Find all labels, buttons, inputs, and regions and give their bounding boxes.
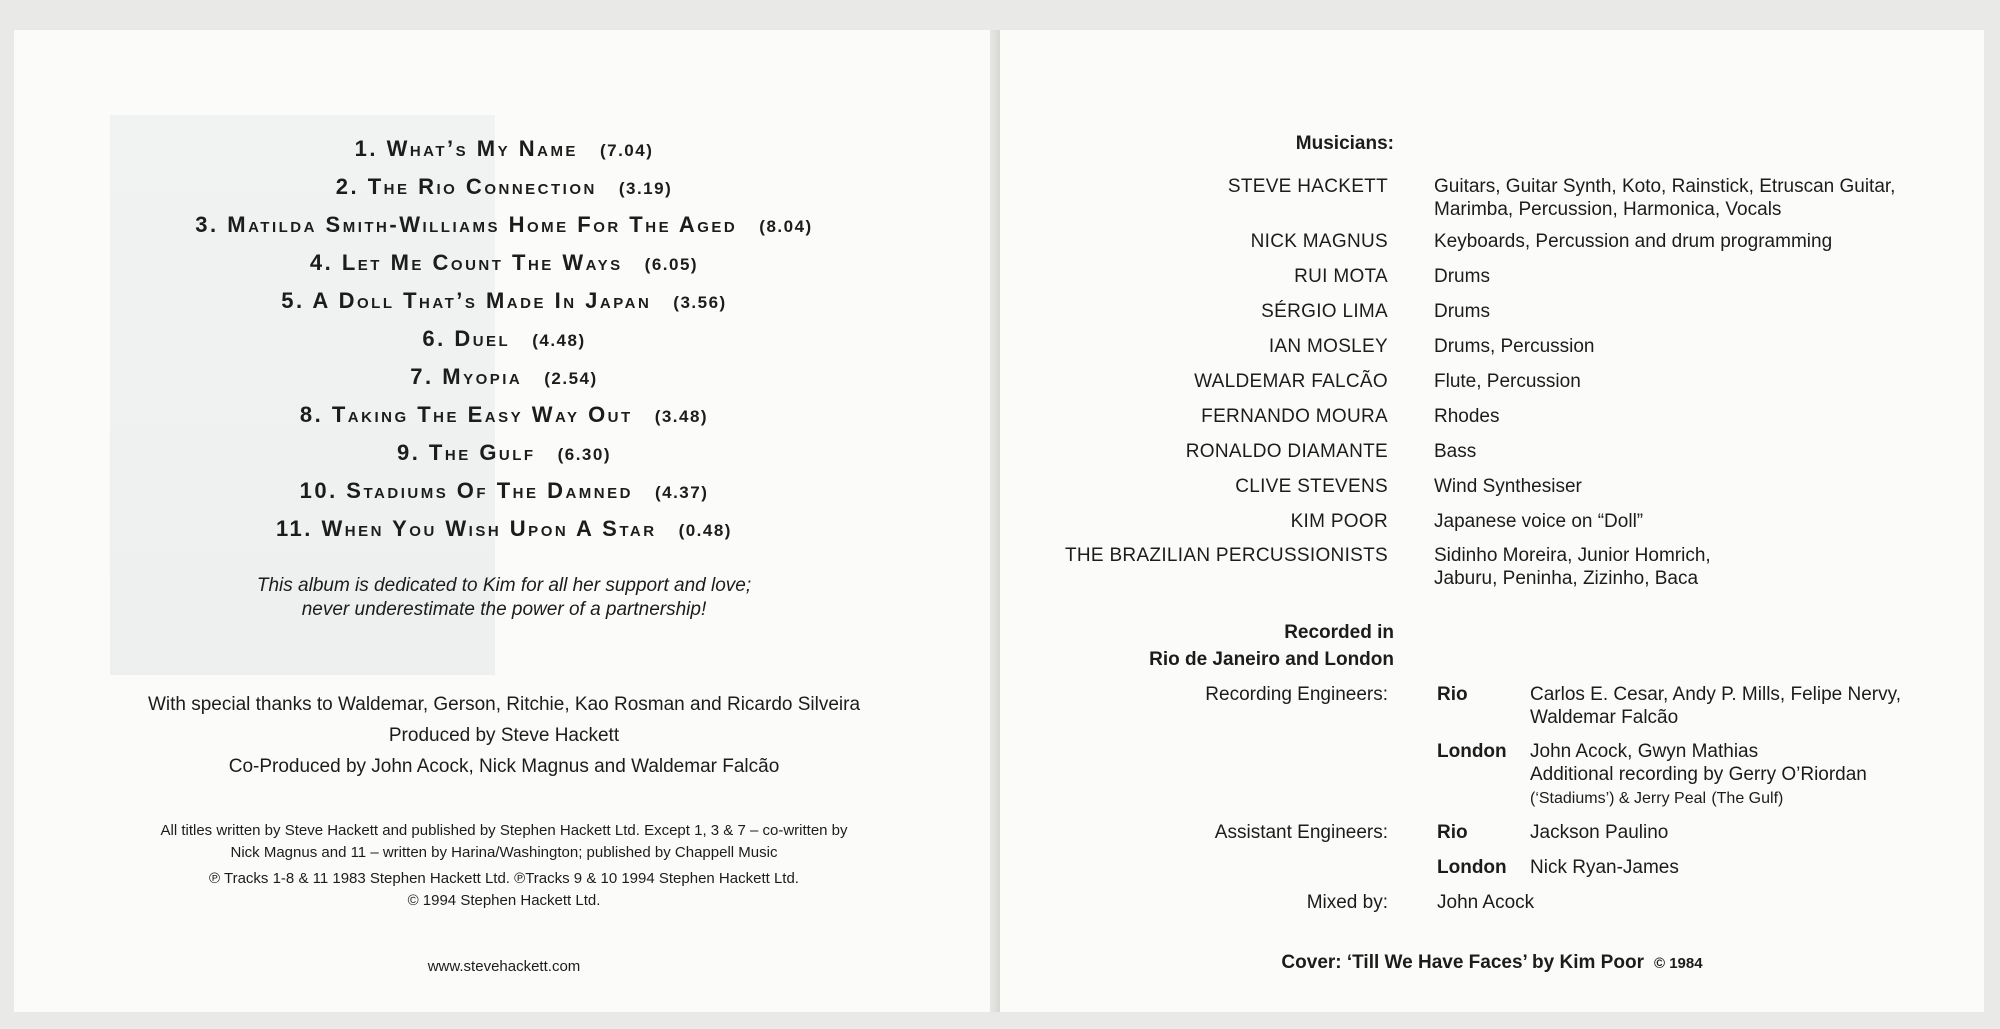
engineer-names: Jackson Paulino (1530, 822, 1669, 843)
track-row (74, 434, 934, 472)
instruments-line: Guitars, Guitar Synth, Koto, Rainstick, Etruscan Guitar, (1434, 176, 1896, 197)
legal-notice (74, 820, 934, 912)
track-duration: (0.48) (678, 521, 732, 540)
engineer-names (1530, 740, 1970, 810)
musician-name: SÉRGIO LIMA (1261, 301, 1388, 322)
legal-line: ℗ Tracks 1-8 & 11 1983 Stephen Hackett Ltd. ℗Tracks 9 & 10 1994 Stephen Hackett Ltd. (209, 870, 799, 887)
engineer-line: (The Gulf) (1711, 790, 1784, 807)
track-duration: (3.19) (618, 179, 673, 198)
website-url: www.stevehackett.com (427, 958, 581, 975)
dedication-line: This album is dedicated to Kim for all her support and love; (256, 575, 752, 596)
track-row (74, 510, 934, 548)
track-row (74, 282, 934, 320)
musician-instruments: Japanese voice on “Doll” (1434, 511, 1644, 532)
location-label: Rio (1437, 684, 1468, 705)
track-duration: (4.48) (532, 331, 586, 350)
musician-instruments (1434, 544, 1954, 590)
track-row (74, 358, 934, 396)
track-title: 11. When You Wish Upon A Star (276, 516, 657, 541)
recorded-line: Rio de Janeiro and London (1149, 649, 1394, 670)
legal-line: © 1994 Stephen Hackett Ltd. (407, 892, 601, 909)
musician-instruments: Drums, Percussion (1434, 336, 1595, 357)
engineer-names: Nick Ryan-James (1530, 857, 1679, 878)
track-row (74, 206, 934, 244)
track-row (74, 396, 934, 434)
instruments-line: Jaburu, Peninha, Zizinho, Baca (1434, 568, 1699, 589)
musician-name: THE BRAZILIAN PERCUSSIONISTS (1064, 545, 1388, 566)
dedication-line: never underestimate the power of a partnership! (301, 599, 707, 620)
left-page (14, 30, 996, 1012)
musician-instruments: Bass (1434, 441, 1477, 462)
recorded-line: Recorded in (1284, 622, 1394, 643)
musician-instruments (1434, 175, 1954, 221)
location-label: Rio (1437, 822, 1468, 843)
engineer-line: Waldemar Falcão (1530, 707, 1679, 728)
track-title: 2. The Rio Connection (335, 174, 597, 199)
track-title: 1. What’s My Name (354, 136, 578, 161)
musician-name: NICK MAGNUS (1250, 231, 1388, 252)
track-duration: (4.37) (654, 483, 709, 502)
recording-engineers-label: Recording Engineers: (1205, 684, 1388, 705)
cover-credit (1000, 952, 1984, 974)
track-row (74, 168, 934, 206)
track-row (74, 244, 934, 282)
musician-name: RUI MOTA (1294, 266, 1388, 287)
thanks-line: With special thanks to Waldemar, Gerson, Ritchie, Kao Rosman and Ricardo Silveira (147, 694, 861, 715)
mixed-by-label: Mixed by: (1306, 892, 1388, 913)
musician-name: RONALDO DIAMANTE (1185, 441, 1388, 462)
engineer-line: Additional recording by Gerry O’Riordan (1530, 764, 1867, 785)
musician-instruments: Rhodes (1434, 406, 1500, 427)
track-title: 7. Myopia (410, 364, 523, 389)
location-label: London (1437, 741, 1507, 762)
musician-name: IAN MOSLEY (1268, 336, 1388, 357)
track-duration: (2.54) (544, 369, 598, 388)
track-duration: (3.48) (654, 407, 709, 426)
tracklist (74, 130, 934, 548)
musician-name: KIM POOR (1290, 511, 1388, 532)
track-title: 6. Duel (422, 326, 511, 351)
engineer-names (1530, 683, 1970, 729)
cover-year: © 1984 (1653, 955, 1703, 972)
location-label: London (1437, 857, 1507, 878)
recorded-heading (1149, 619, 1394, 673)
track-title: 8. Taking The Easy Way Out (299, 402, 633, 427)
track-title: 5. A Doll That’s Made In Japan (281, 288, 652, 313)
coproducer-line: Co-Produced by John Acock, Nick Magnus and Waldemar Falcão (228, 756, 780, 777)
musician-instruments: Keyboards, Percussion and drum programming (1434, 231, 1833, 252)
producer-line: Produced by Steve Hackett (388, 725, 620, 746)
engineer-line: Carlos E. Cesar, Andy P. Mills, Felipe Nervy, (1530, 684, 1901, 705)
engineer-line: John Acock, Gwyn Mathias (1530, 741, 1759, 762)
musicians-heading: Musicians: (1295, 133, 1394, 154)
production-credits (74, 689, 934, 782)
legal-line: Nick Magnus and 11 – written by Harina/Washington; published by Chappell Music (230, 844, 778, 861)
musician-instruments: Wind Synthesiser (1434, 476, 1582, 497)
instruments-line: Sidinho Moreira, Junior Homrich, (1434, 545, 1711, 566)
track-title: 9. The Gulf (396, 440, 536, 465)
track-row (74, 130, 934, 168)
musician-name: WALDEMAR FALCÃO (1194, 371, 1388, 392)
right-page (1000, 30, 1984, 1012)
track-duration: (3.56) (673, 293, 727, 312)
instruments-line: Marimba, Percussion, Harmonica, Vocals (1434, 199, 1782, 220)
mixer-name: John Acock (1437, 892, 1535, 913)
track-duration: (6.05) (644, 255, 699, 274)
cover-credit-text: Cover: ‘Till We Have Faces’ by Kim Poor (1281, 952, 1644, 973)
musician-instruments: Drums (1434, 266, 1490, 287)
track-duration: (7.04) (599, 141, 654, 160)
track-title: 3. Matilda Smith-Williams Home For The Aged (195, 212, 738, 237)
engineer-line: (‘Stadiums’) & Jerry Peal (1530, 790, 1707, 807)
track-duration: (6.30) (557, 445, 612, 464)
track-title: 4. Let Me Count The Ways (309, 250, 623, 275)
musician-instruments: Flute, Percussion (1434, 371, 1581, 392)
track-title: 10. Stadiums Of The Damned (299, 478, 633, 503)
track-duration: (8.04) (759, 217, 813, 236)
musician-name: CLIVE STEVENS (1235, 476, 1388, 497)
legal-line: All titles written by Steve Hackett and published by Stephen Hackett Ltd. Except 1, 3 & 7 – co-written by (160, 822, 848, 839)
musician-name: STEVE HACKETT (1227, 176, 1388, 197)
dedication (74, 574, 934, 622)
musician-instruments: Drums (1434, 301, 1490, 322)
musician-name: FERNANDO MOURA (1201, 406, 1388, 427)
track-row (74, 320, 934, 358)
assistant-engineers-label: Assistant Engineers: (1214, 822, 1388, 843)
track-row (74, 472, 934, 510)
